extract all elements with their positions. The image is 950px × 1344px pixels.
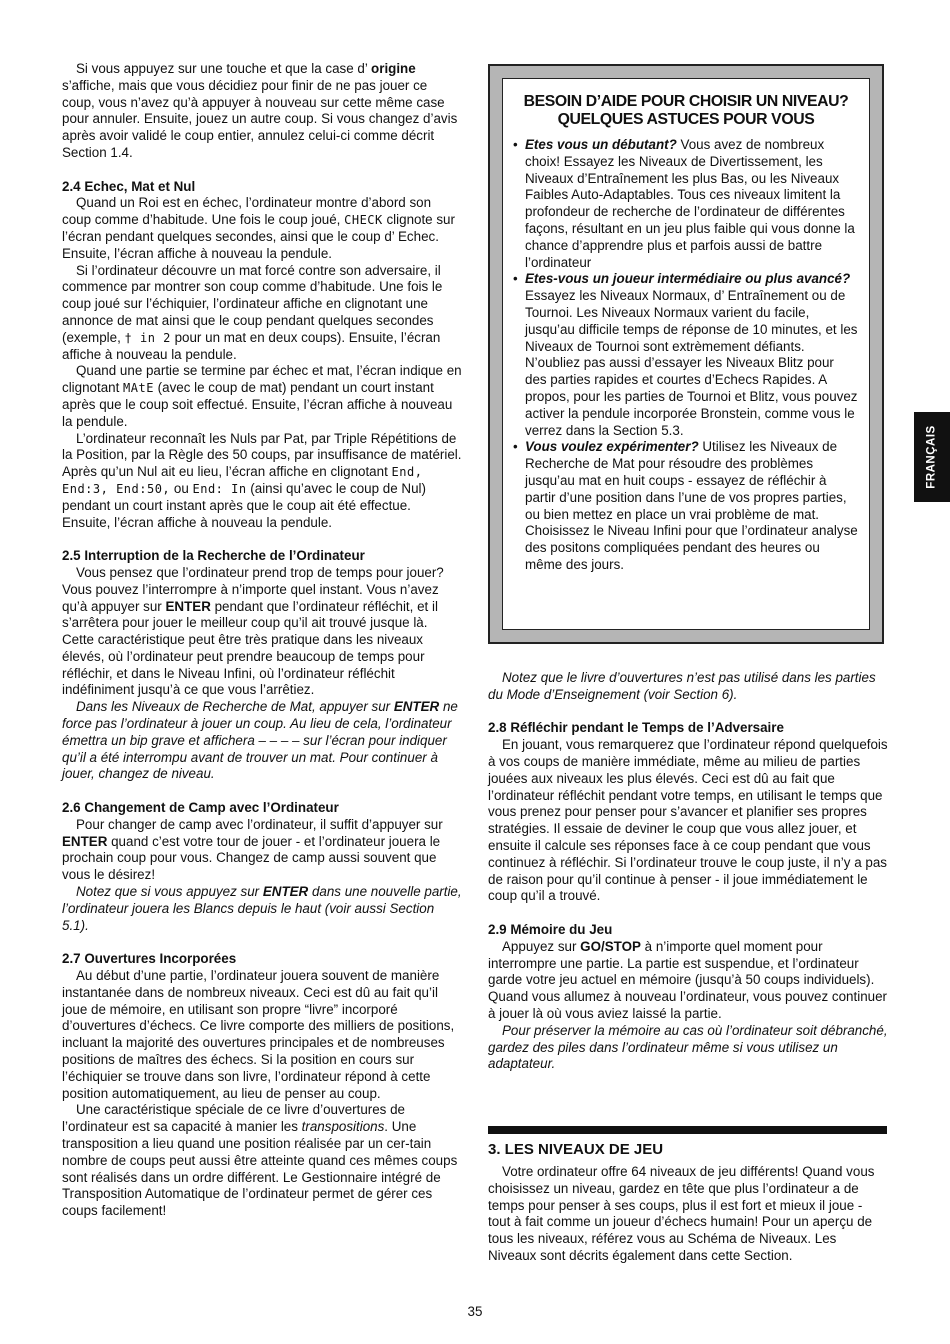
- section-2-4-p2: Si l’ordinateur découvre un mat forcé contre son adversaire, il commence par montrer son coup comme d’habitude. Une fois le coup joué sur l’échiquier, l’ordinateur affiche en clignotant une annonce de mat ainsi que le coup pendant quelques secondes (exemple, † in 2 pour un mat en deux coups). Ensuite, l’écran affiche à nouveau la pendule.: [62, 262, 443, 362]
- bullet-icon: •: [513, 271, 518, 287]
- language-tab: [914, 412, 950, 502]
- section-2-4-p1: Quand un Roi est en échec, l’ordinateur montre d’abord son coup comme d’habitude. Une fois le coup joué, CHECK clignote sur l’écran pendant quelques secondes, ainsi que le coup d’ Echec. Ensuite, l’écran affiche à nouveau la pendule.: [62, 195, 455, 261]
- section-2-7-title: 2.7 Ouvertures Incorporées: [62, 951, 237, 967]
- bullet-icon: •: [513, 137, 518, 152]
- section-2-5-title: 2.5 Interruption de la Recherche de l’Ordinateur: [62, 548, 365, 564]
- section-3-p1: Votre ordinateur offre 64 niveaux de jeu différents! Quand vous choisissez un niveau, gardez en tête que plus l’ordinateur a de temps pour penser à ses coups, plus il est fort et mieux il joue - tout à fait comme un joueur d’échecs humain! Pour un aperçu de tous les niveaux, référez vous au Schéma de Niveaux. Les Niveaux sont décrits également dans cette Section.: [488, 1164, 875, 1263]
- section-2-8-title: 2.8 Réfléchir pendant le Temps de l’Adversaire: [488, 720, 784, 736]
- help-box-inner: [502, 78, 870, 630]
- help-item-intermediate: • Etes-vous un joueur intermédiaire ou plus avancé? Essayez les Niveaux Normaux, d’ Entraînement ou de Tournoi. Les Niveaux Normaux varient du facile, jusqu’au difficile temps de réponse de 10 minutes, et les Niveaux de Tournoi sont extrèmement défiants. N’oubliez pas aussi d’essayer les Niveaux Blitz pour des parties rapides et courtes d’Echecs Rapides. A propos, pour les parties de Tournoi et Blitz, vous pouvez activer la pendule incorporée Bronstein, comme vous le verrez dans la Section 5.3.: [513, 271, 858, 438]
- page-number: 35: [467, 1304, 483, 1319]
- language-tab-label: FRANÇAIS: [925, 425, 938, 489]
- right-column: [488, 670, 888, 1073]
- section-2-4-p4: L’ordinateur reconnaît les Nuls par Pat, par Triple Répétitions de la Position, par la Règle des 50 coups, par insuffisance de matériel. Après qu’un Nul ait eu lieu, l’écran affiche en clignotant End, End:3, End:50, ou End: In (ainsi qu’avec le coup de Nul) pendant un court instant après que le coup ait été effectue. Ensuite, l’écran affiche à nouveau la pendule.: [62, 430, 462, 530]
- help-box: [488, 64, 884, 644]
- section-2-8-p1: En jouant, vous remarquerez que l’ordinateur répond quelquefois à vos coups de manière immédiate, même au milieu de parties jouées aux niveaux les plus élevés. Ceci est dû au fait que l’ordinateur réfléchit pendant votre temps, en utilisant le temps que vous prenez pour penser pour s’avancer et planifier ses propres stratégies. Il essaie de deviner le coup que vous allez jouer, et ensuite il calcule ses réponses face à ce coup pendant que vous continuez à réfléchir. Si l’ordinateur trouve le coup juste, il n’y a pas de raison pour qu’il continue à penser - il joue immédiatement le coup qu’il a trouvé.: [488, 737, 888, 904]
- enter-key-label: ENTER: [165, 598, 211, 614]
- help-box-title: BESOIN D’AIDE POUR CHOISIR UN NIVEAU? QUELQUES ASTUCES POUR VOUS: [523, 93, 849, 128]
- section-2-5-p1: Vous pensez que l’ordinateur prend trop de temps pour jouer? Vous pouvez l’interrompre à n’importe quel instant. Vous n’avez qu’à appuyer sur ENTER pendant que l’ordinateur réfléchit, et il s’arrêtera pour jouer le meilleur coup qu’il ait trouvé jusque là. Cette caractéristique peut être très pratique dans les niveaux élevés, où l’ordinateur peut prendre beaucoup de temps pour réfléchir, et dans le Niveau Infini, où l’ordinateur réfléchit indéfiniment jusqu’à ce que vous l’arrêtiez.: [62, 564, 444, 698]
- section-2-9-p2: Pour préserver la mémoire au cas où l’ordinateur soit débranché, gardez des piles dans l’ordinateur même si vous utilisez un adaptateur.: [488, 1022, 888, 1072]
- section-divider-bar: [488, 1126, 887, 1134]
- enter-key-label: ENTER: [393, 699, 440, 715]
- opening-book-note: Notez que le livre d’ouvertures n’est pas utilisé dans les parties du Mode d’Enseignement (voir Section 6).: [488, 670, 876, 702]
- section-2-9-title: 2.9 Mémoire du Jeu: [488, 921, 613, 937]
- section-2-6-p1: Pour changer de camp avec l’ordinateur, il suffit d’appuyer sur ENTER quand c’est votre tour de jouer - et l’ordinateur jouera le prochain coup pour vous. Changez de camp aussi souvent que vous le désirez!: [62, 816, 443, 883]
- lcd-end-in-text: End: In: [192, 481, 247, 496]
- section-2-9-p1: Appuyez sur GO/STOP à n’importe quel moment pour interrompre une partie. La partie est suspendue, et l’ordinateur garde votre jeu actuel en mémoire (jusqu’à 50 coups individuels). Quand vous allumez à nouveau l’ordinateur, vous pouvez continuer à jouer là où vous aviez laissé la partie.: [488, 938, 887, 1021]
- section-2-4-title: 2.4 Echec, Mat et Nul: [62, 178, 196, 194]
- section-2-4-p3: Quand une partie se termine par échec et mat, l’écran indique en clignotant MAtE (avec le coup de mat) pendant un court instant après que le coup soit effectué. Ensuite, l’écran affiche à nouveau la pendule.: [62, 363, 462, 429]
- enter-key-label: ENTER: [62, 833, 108, 849]
- lcd-mate-text: MAtE: [123, 381, 154, 396]
- section-2-6-title: 2.6 Changement de Camp avec l’Ordinateur: [62, 800, 339, 816]
- left-column: [62, 61, 462, 1220]
- enter-key-label: ENTER: [262, 884, 309, 900]
- section-2-5-p2: Dans les Niveaux de Recherche de Mat, appuyer sur ENTER ne force pas l’ordinateur à jouer un coup. Au lieu de cela, l’ordinateur émettra un bip grave et affichera – – – – sur l’écran pour indiquer qu’il a été interrompu avant de trouver un mat. Pour continuer à jouer, changez de niveau.: [62, 699, 458, 782]
- lcd-check-text: CHECK: [344, 213, 383, 228]
- section-2-7-p1: Au début d’une partie, l’ordinateur jouera souvent de manière instantanée dans de nombreux niveaux. Ceci est dû au fait qu’il joue de mémoire, en utilisant son propre “livre” incorporé d’ouvertures d’échecs. Ce livre comporte des milliers de positions, incluant la majorité des ouvertures principales et de nombreuses positions de maîtres des échecs. Si la position en cours sur l’échiquier se trouve dans son livre, l’ordinateur répond à cette position automatiquement, au lieu de penser au coup.: [62, 968, 455, 1101]
- section-2-7-p2: Une caractéristique spéciale de ce livre d’ouvertures de l’ordinateur est sa capacité à manier les transpositions. Une transposition a lieu quand une position réalisée par un cer-tain nombre de coups peut aussi être atteinte quand ces mêmes coups sont réalisés dans un ordre différent. Le Gestionnaire intégré de Transposition Automatique de l’ordinateur permet de gérer ces coups facilement!: [62, 1102, 458, 1219]
- lcd-end-codes-text: End, End:3, End:50,: [62, 465, 423, 496]
- help-item-experiment: • Vous voulez expérimenter? Utilisez les Niveaux de Recherche de Mat pour résoudre des problèmes jusqu’au mat en huit coups - essayez de réfléchir à partir d’une position dans l’une de vos propres parties, ou bien mettez en place un vrai problème de mat. Choisissez le Niveau Infini pour que l’ordinateur analyse des positons compliquées pendant des heures ou même des jours.: [513, 439, 858, 572]
- bullet-icon: •: [513, 439, 518, 455]
- section-2-6-p2: Notez que si vous appuyez sur ENTER dans une nouvelle partie, l’ordinateur jouera les Blancs depuis le haut (voir aussi Section 5.1).: [62, 884, 462, 933]
- help-item-beginner: • Etes vous un débutant? Vous avez de nombreux choix! Essayez les Niveaux de Divertissement, les Niveaux d’Entraînement les plus Bas, ou les Niveaux Faibles Auto-Adaptables. Tous ces niveaux limitent la profondeur de recherche de l’ordinateur de différentes façons, résultant en un jeu plus faible qui vous donne la chance d’apprendre plus et parfois aussi de battre l’ordinateur: [513, 137, 855, 270]
- origine-emphasis: origine: [371, 61, 416, 76]
- lcd-mate-in-2-text: † in 2: [124, 330, 171, 345]
- section-3-title: 3. LES NIVEAUX DE JEU: [488, 1141, 664, 1158]
- intro-paragraph: Si vous appuyez sur une touche et que la case d’ origine s’affiche, mais que vous décidiez pour finir de ne pas jouer ce coup, vous n’avez qu’à appuyer à nouveau sur cette même case pour annuler. Ensuite, jouez un autre coup. Si vous changez d’avis après avoir validé le coup entier, annulez celui-ci comme décrit Section 1.4.: [62, 61, 458, 160]
- go-stop-key-label: GO/STOP: [580, 938, 641, 954]
